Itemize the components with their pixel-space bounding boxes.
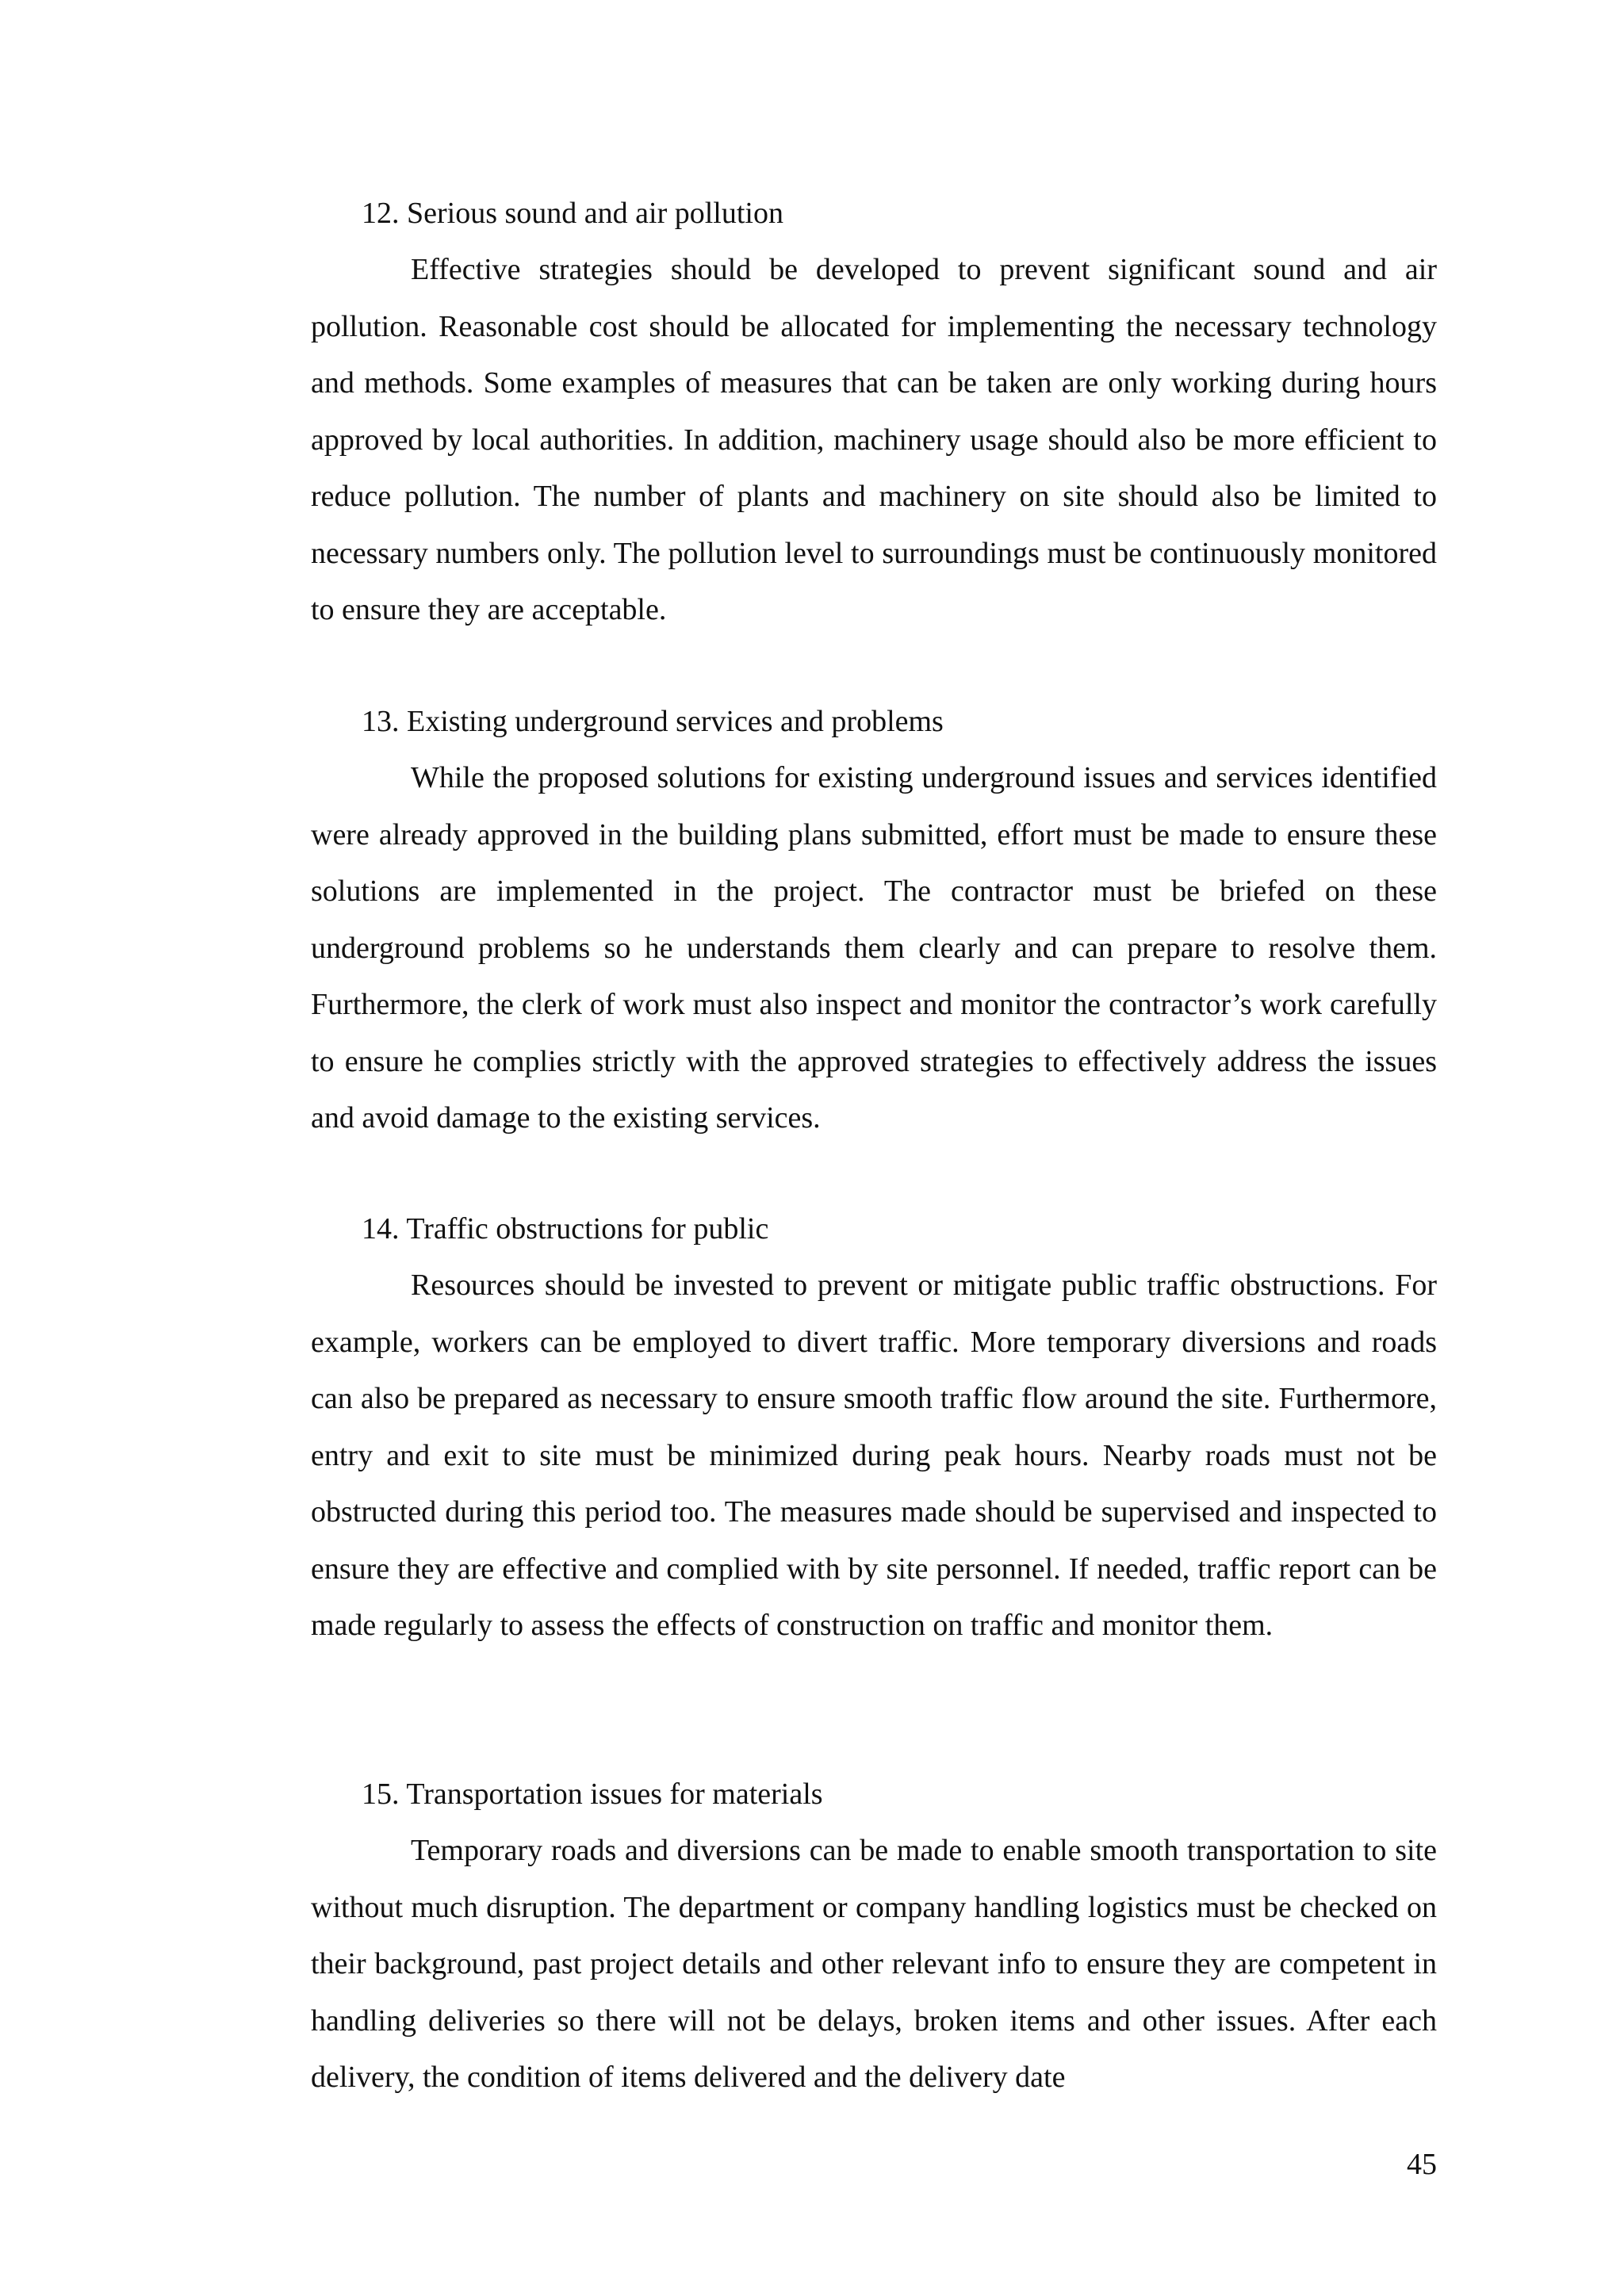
section-heading: 13. Existing underground services and problems [362,705,944,738]
section-paragraph: Temporary roads and diversions can be made to enable smooth transportation to site without much disruption. The department or company handling logistics must be checked on their background, past project details and other relevant info to ensure they are competent in handling deliveries so there will not be delays, broken items and other issues. After each delivery, the condition of items delivered and the delivery date [311,1834,1437,2094]
section-paragraph: While the proposed solutions for existing underground issues and services identified were already approved in the building plans submitted, effort must be made to ensure these solutions are implemented in the project. The contractor must be briefed on these underground problems so he understands them clearly and can prepare to resolve them. Furthermore, the clerk of work must also inspect and monitor the contractor’s work carefully to ensure he complies strictly with the approved strategies to effectively address the issues and avoid damage to the existing services. [311,761,1437,1135]
section-heading: 14. Traffic obstructions for public [362,1212,769,1246]
page-number: 45 [1407,2148,1437,2181]
section-paragraph: Resources should be invested to prevent or mitigate public traffic obstructions. For example, workers can be employed to divert traffic. More temporary diversions and roads can also be prepared as necessary to ensure smooth traffic flow around the site. Furthermore, entry and exit to site must be minimized during peak hours. Nearby roads must not be obstructed during this period too. The measures made should be supervised and inspected to ensure they are effective and complied with by site personnel. If needed, traffic report can be made regularly to assess the effects of construction on traffic and monitor them. [311,1269,1437,1642]
section-heading: 15. Transportation issues for materials [362,1777,823,1811]
section-paragraph: Effective strategies should be developed to prevent significant sound and air pollution. Reasonable cost should be allocated for implementing the necessary technology and methods. Some examples of measures that can be taken are only working during hours approved by local authorities. In addition, machinery usage should also be more efficient to reduce pollution. The number of plants and machinery on site should also be limited to necessary numbers only. The pollution level to surroundings must be continuously monitored to ensure they are acceptable. [311,253,1437,626]
section-12 [311,186,1437,639]
section-heading: 12. Serious sound and air pollution [362,197,783,230]
section-14 [311,1201,1437,1655]
section-15 [311,1766,1437,2107]
section-13 [311,694,1437,1147]
